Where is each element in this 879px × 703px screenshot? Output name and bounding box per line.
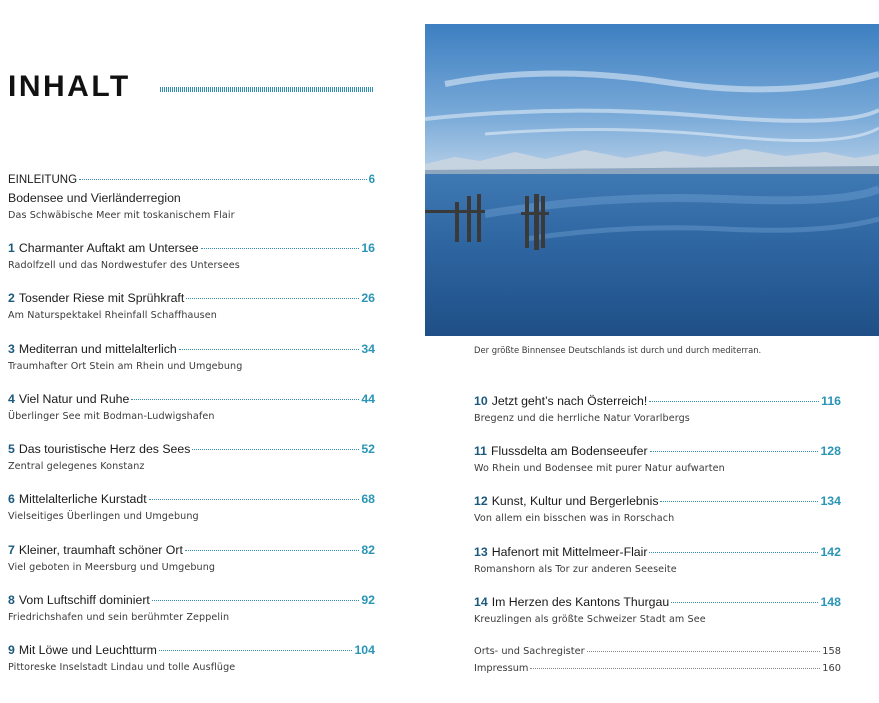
chapter-title: Vom Luftschiff dominiert: [18, 593, 150, 607]
leader-dots: [530, 668, 820, 669]
leader-dots: [587, 651, 821, 652]
chapter-subtitle: Friedrichshafen und sein berühmter Zeppelin: [8, 612, 230, 623]
chapter-title: Mit Löwe und Leuchtturm: [18, 643, 157, 657]
page-number: 92: [361, 593, 375, 607]
leader-dots: [186, 298, 359, 299]
toc-chapter-entry[interactable]: [8, 391, 375, 423]
page-number: 26: [361, 291, 375, 305]
photo-caption: Der größte Binnensee Deutschlands ist durch und durch mediterran.: [474, 345, 762, 355]
chapter-number: 9: [8, 643, 15, 657]
page-number: 82: [361, 543, 375, 557]
chapter-title: Jetzt geht’s nach Österreich!: [491, 394, 648, 408]
intro-subtitle: Das Schwäbische Meer mit toskanischem Flair: [8, 210, 235, 221]
chapter-number: 1: [8, 241, 15, 255]
page-number: 68: [361, 492, 375, 506]
leader-dots: [79, 179, 367, 180]
page-number: 142: [820, 545, 841, 559]
page-number: 158: [822, 646, 841, 657]
toc-chapter-entry[interactable]: [8, 441, 375, 473]
toc-chapter-entry[interactable]: [8, 290, 375, 322]
chapter-subtitle: Von allem ein bisschen was in Rorschach: [474, 513, 675, 524]
chapter-subtitle: Pittoreske Inselstadt Lindau und tolle Ausflüge: [8, 662, 236, 673]
chapter-title: Flussdelta am Bodenseeufer: [491, 444, 648, 458]
leader-dots: [159, 650, 353, 651]
leader-dots: [179, 349, 360, 350]
chapter-subtitle: Am Naturspektakel Rheinfall Schaffhausen: [8, 310, 217, 321]
page-number: 160: [822, 663, 841, 674]
leader-dots: [201, 248, 360, 249]
toc-chapter-entry[interactable]: [8, 592, 375, 624]
chapter-title: Das touristische Herz des Sees: [18, 442, 191, 456]
chapter-subtitle: Radolfzell und das Nordwestufer des Untersees: [8, 260, 240, 271]
chapter-title: Charmanter Auftakt am Untersee: [18, 241, 199, 255]
chapter-number: 13: [474, 545, 488, 559]
leader-dots: [649, 552, 818, 553]
toc-chapter-entry[interactable]: [474, 493, 841, 525]
chapter-number: 10: [474, 394, 488, 408]
toc-chapter-entry[interactable]: [8, 341, 375, 373]
leader-dots: [649, 401, 819, 402]
leader-dots: [671, 602, 818, 603]
leader-dots: [152, 600, 359, 601]
page-number: 128: [820, 444, 841, 458]
page-number: 44: [361, 392, 375, 406]
toc-appendix-entry[interactable]: [474, 663, 841, 674]
page-number: 116: [821, 394, 841, 408]
chapter-subtitle: Traumhafter Ort Stein am Rhein und Umgebung: [8, 361, 243, 372]
page-title: INHALT: [8, 70, 131, 103]
chapter-subtitle: Wo Rhein und Bodensee mit purer Natur aufwarten: [474, 463, 725, 474]
chapter-subtitle: Vielseitiges Überlingen und Umgebung: [8, 511, 199, 522]
chapter-number: 6: [8, 492, 15, 506]
toc-chapter-entry[interactable]: [8, 240, 375, 272]
chapter-number: 8: [8, 593, 15, 607]
leader-dots: [192, 449, 359, 450]
chapter-subtitle: Zentral gelegenes Konstanz: [8, 461, 145, 472]
chapter-number: 2: [8, 291, 15, 305]
chapter-title: Im Herzen des Kantons Thurgau: [491, 595, 670, 609]
chapter-title: Mittelalterliche Kurstadt: [18, 492, 147, 506]
page-number: 6: [368, 174, 375, 186]
chapter-title: Hafenort mit Mittelmeer-Flair: [491, 545, 648, 559]
chapter-subtitle: Kreuzlingen als größte Schweizer Stadt am See: [474, 614, 706, 625]
page-number: 148: [820, 595, 841, 609]
intro-label: EINLEITUNG: [8, 174, 78, 186]
appendix-title: Orts- und Sachregister: [474, 646, 585, 657]
toc-appendix-entry[interactable]: [474, 646, 841, 657]
chapter-title: Kleiner, traumhaft schöner Ort: [18, 543, 183, 557]
leader-dots: [131, 399, 359, 400]
chapter-subtitle: Viel geboten in Meersburg und Umgebung: [8, 562, 216, 573]
chapter-title: Kunst, Kultur und Bergerlebnis: [491, 494, 659, 508]
page-number: 16: [361, 241, 375, 255]
chapter-number: 3: [8, 342, 15, 356]
chapter-number: 11: [474, 444, 487, 458]
leader-dots: [650, 451, 819, 452]
chapter-subtitle: Überlinger See mit Bodman-Ludwigshafen: [8, 411, 215, 422]
page-number: 104: [354, 643, 375, 657]
chapter-title: Mediterran und mittelalterlich: [18, 342, 177, 356]
toc-chapter-entry[interactable]: [474, 393, 841, 425]
page-number: 34: [361, 342, 375, 356]
toc-chapter-entry[interactable]: [474, 443, 841, 475]
toc-chapter-entry[interactable]: [8, 542, 375, 574]
page-number: 52: [361, 442, 375, 456]
lake-photo: [425, 24, 879, 336]
chapter-number: 14: [474, 595, 488, 609]
toc-chapter-entry[interactable]: [8, 642, 375, 674]
chapter-number: 4: [8, 392, 15, 406]
chapter-subtitle: Bregenz und die herrliche Natur Vorarlbergs: [474, 413, 690, 424]
leader-dots: [149, 499, 360, 500]
appendix-title: Impressum: [474, 663, 529, 674]
page-number: 134: [820, 494, 841, 508]
chapter-title: Viel Natur und Ruhe: [18, 392, 130, 406]
toc-intro-entry[interactable]: [8, 172, 375, 222]
leader-dots: [185, 550, 359, 551]
chapter-number: 7: [8, 543, 15, 557]
leader-dots: [660, 501, 818, 502]
toc-chapter-entry[interactable]: [474, 544, 841, 576]
chapter-number: 12: [474, 494, 488, 508]
title-decorative-rule: [160, 87, 373, 92]
toc-chapter-entry[interactable]: [8, 491, 375, 523]
chapter-number: 5: [8, 442, 15, 456]
toc-chapter-entry[interactable]: [474, 594, 841, 626]
chapter-subtitle: Romanshorn als Tor zur anderen Seeseite: [474, 564, 677, 575]
chapter-title: Tosender Riese mit Sprühkraft: [18, 291, 185, 305]
intro-title: Bodensee und Vierländerregion: [8, 191, 181, 205]
